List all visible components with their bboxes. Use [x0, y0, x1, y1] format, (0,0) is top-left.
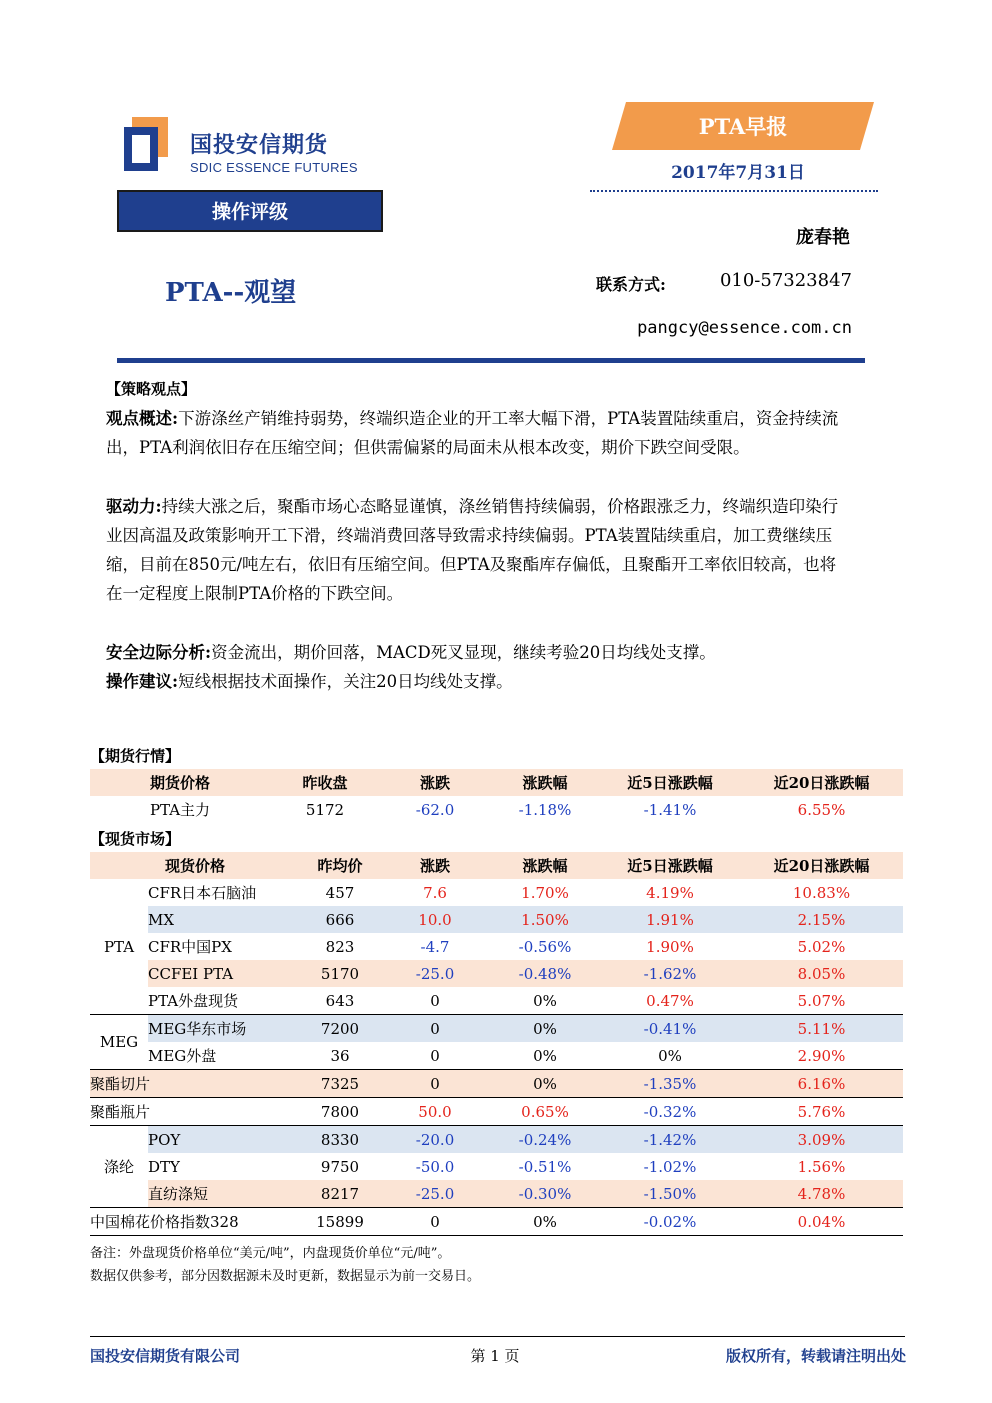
table-cell: -1.02%	[643, 1157, 697, 1176]
table-cell: MX	[148, 906, 300, 933]
table-cell: 8330	[300, 1126, 380, 1154]
table-cell: -4.7	[420, 937, 450, 956]
advice-text: 短线根据技术面操作，关注20日均线处支撑。	[178, 672, 513, 691]
report-date: 2017年7月31日	[671, 163, 805, 183]
safety-label: 安全边际分析:	[106, 643, 212, 662]
table-row	[90, 1015, 903, 1043]
table-cell: 8.05%	[740, 960, 903, 987]
table-cell: -1.42%	[600, 1126, 740, 1154]
group-label-polyester: 涤纶	[90, 1126, 148, 1208]
table-cell: 0	[380, 1070, 490, 1098]
table-cell: 聚酯瓶片	[90, 1098, 300, 1126]
safety-text: 资金流出，期价回落，MACD死叉显现，继续考验20日均线处支撑。	[211, 643, 716, 662]
table-cell: -1.50%	[600, 1180, 740, 1208]
strategy-driver	[106, 492, 848, 608]
table-cell: 0	[380, 1015, 490, 1043]
table-cell: CFR中国PX	[148, 938, 232, 956]
table-cell: 5.76%	[740, 1098, 903, 1126]
table-cell: -1.62%	[600, 960, 740, 987]
table-row	[90, 796, 903, 823]
footer-rule	[90, 1336, 905, 1337]
table-cell: 0%	[600, 1042, 740, 1070]
group-label-meg: MEG	[90, 1015, 148, 1070]
table-cell: 0.47%	[600, 987, 740, 1015]
company-name-cn: 国投安信期货	[190, 133, 329, 158]
table-row	[90, 1098, 903, 1126]
strategy-title: 【策略观点】	[106, 380, 197, 398]
table-cell: -1.18%	[518, 800, 572, 819]
table-cell: PTA外盘现货	[148, 987, 300, 1015]
futures-header-row	[90, 769, 903, 796]
table-row	[90, 1126, 903, 1154]
table-cell: 7800	[300, 1098, 380, 1126]
contact-label: 联系方式:	[596, 275, 666, 294]
table-cell: 7.6	[423, 883, 447, 902]
table-row	[90, 1208, 903, 1236]
table-cell: 5170	[300, 960, 380, 987]
table-header: 近5日涨跌幅	[600, 852, 740, 879]
table-row	[90, 906, 903, 933]
table-cell: CFR日本石脑油	[148, 884, 257, 902]
table-cell: -1.35%	[600, 1070, 740, 1098]
table-row	[90, 1070, 903, 1098]
strategy-safety	[106, 638, 848, 667]
table-cell: 643	[300, 987, 380, 1015]
table-cell: 5172	[305, 800, 345, 819]
table-cell: 457	[325, 883, 355, 902]
table-cell: 聚酯切片	[90, 1070, 300, 1098]
strategy-overview	[106, 404, 848, 462]
table-cell: DTY	[148, 1157, 180, 1176]
table-cell: -0.41%	[600, 1015, 740, 1043]
table-cell: 3.09%	[740, 1126, 903, 1154]
table-cell: -25.0	[380, 1180, 490, 1208]
footer-company: 国投安信期货有限公司	[90, 1347, 241, 1365]
table-cell: 7200	[300, 1015, 380, 1043]
table-row	[90, 879, 903, 906]
table-cell: -20.0	[380, 1126, 490, 1154]
table-cell: 1.91%	[600, 906, 740, 933]
driver-label: 驱动力:	[106, 497, 162, 516]
dotted-divider	[590, 190, 878, 192]
table-cell: 1.50%	[490, 906, 600, 933]
table-cell: -0.51%	[518, 1157, 572, 1176]
table-row	[90, 960, 903, 987]
rating-value: PTA--观望	[165, 278, 297, 308]
table-cell: 1.90%	[646, 937, 694, 956]
rating-label: 操作评级	[211, 201, 288, 223]
table-cell: 666	[300, 906, 380, 933]
table-header: 期货价格	[90, 769, 270, 796]
overview-text: 下游涤丝产销维持弱势，终端织造企业的开工率大幅下滑，PTA装置陆续重启，资金持续流出，PTA利润依旧存在压缩空间；但供需偏紧的局面未从根本改变，期价下跌空间受限。	[106, 409, 839, 457]
table-header: 近20日涨跌幅	[740, 852, 903, 879]
table-cell: 6.55%	[797, 800, 846, 819]
table-cell: 10.0	[380, 906, 490, 933]
footer-rights: 版权所有，转载请注明出处	[725, 1347, 906, 1365]
contact-email[interactable]: pangcy@essence.com.cn	[637, 318, 852, 338]
table-cell: -50.0	[415, 1157, 455, 1176]
table-row	[90, 987, 903, 1015]
table-cell: -0.30%	[490, 1180, 600, 1208]
table-cell: PTA主力	[149, 801, 211, 819]
futures-title: 【期货行情】	[90, 747, 181, 765]
table-cell: MEG外盘	[148, 1042, 300, 1070]
table-cell: 0%	[490, 1015, 600, 1043]
table-header: 近20日涨跌幅	[740, 769, 903, 796]
table-header: 近5日涨跌幅	[600, 769, 740, 796]
table-cell: 0	[380, 987, 490, 1015]
table-cell: 1.56%	[797, 1157, 846, 1176]
table-cell: 0.04%	[740, 1208, 903, 1236]
table-header: 涨跌	[380, 852, 490, 879]
table-cell: 36	[300, 1042, 380, 1070]
spot-table	[90, 852, 903, 1236]
table-cell: 0%	[490, 1070, 600, 1098]
table-cell: CCFEI PTA	[148, 960, 300, 987]
author-name: 庞春艳	[796, 227, 850, 248]
table-row	[90, 1180, 903, 1208]
table-header: 涨跌	[380, 769, 490, 796]
report-tag-title: PTA早报	[698, 114, 788, 139]
table-cell: 5.02%	[797, 937, 846, 956]
table-cell: 2.90%	[740, 1042, 903, 1070]
table-cell: 0%	[490, 1208, 600, 1236]
overview-label: 观点概述:	[106, 409, 179, 428]
table-cell: -62.0	[415, 800, 455, 819]
table-cell: -0.48%	[490, 960, 600, 987]
table-cell: 中国棉花价格指数328	[90, 1208, 300, 1236]
table-cell: 4.78%	[740, 1180, 903, 1208]
table-cell: 4.19%	[646, 883, 694, 902]
table-cell: -0.02%	[600, 1208, 740, 1236]
table-cell: 15899	[300, 1208, 380, 1236]
table-cell: 1.70%	[521, 883, 569, 902]
table-header: 涨跌幅	[490, 769, 600, 796]
table-cell: 直纺涤短	[148, 1180, 300, 1208]
spot-header-row	[90, 852, 903, 879]
table-cell: POY	[148, 1126, 300, 1154]
note-units: 备注：外盘现货价格单位“美元/吨”，内盘现货价单位“元/吨”。	[90, 1246, 451, 1261]
spot-title: 【现货市场】	[90, 830, 181, 848]
note-disclaimer: 数据仅供参考，部分因数据源未及时更新，数据显示为前一交易日。	[90, 1269, 481, 1284]
strategy-advice	[106, 667, 848, 696]
table-cell: 2.15%	[740, 906, 903, 933]
table-cell: 0.65%	[490, 1098, 600, 1126]
table-cell: -1.41%	[643, 800, 697, 819]
table-row	[90, 1042, 903, 1070]
table-cell: -25.0	[380, 960, 490, 987]
table-cell: 50.0	[380, 1098, 490, 1126]
footer-page: 第 1 页	[470, 1347, 520, 1365]
table-cell: 5.11%	[740, 1015, 903, 1043]
company-logo-mark	[124, 117, 168, 171]
table-row	[90, 933, 903, 960]
table-cell: 0%	[490, 1042, 600, 1070]
table-cell: 823	[325, 937, 355, 956]
driver-text: 持续大涨之后，聚酯市场心态略显谨慎，涤丝销售持续偏弱，价格跟涨乏力，终端织造印染行业因高温及政策影响开工下滑，终端消费回落导致需求持续偏弱。PTA装置陆续重启，加工费继续压缩，目前在850元/吨左右，依旧有压缩空间。但PTA及聚酯库存偏低，且聚酯开工率依旧较高，也将在一定程度上限制PTA价格的下跌空间。	[106, 497, 839, 603]
advice-label: 操作建议:	[106, 672, 179, 691]
table-cell: 8217	[300, 1180, 380, 1208]
table-cell: 0	[380, 1042, 490, 1070]
table-header: 涨跌幅	[490, 852, 600, 879]
table-cell: 0	[380, 1208, 490, 1236]
table-cell: 0%	[490, 987, 600, 1015]
group-label-pta: PTA	[90, 879, 148, 1015]
table-cell: -0.32%	[600, 1098, 740, 1126]
futures-table	[90, 769, 903, 823]
table-cell: 6.16%	[740, 1070, 903, 1098]
table-header: 昨收盘	[270, 769, 380, 796]
table-cell: 7325	[300, 1070, 380, 1098]
table-cell: 9750	[320, 1157, 360, 1176]
table-row	[90, 1153, 903, 1180]
company-name-en: SDIC ESSENCE FUTURES	[190, 160, 358, 175]
table-cell: -0.56%	[518, 937, 572, 956]
table-header: 昨均价	[300, 852, 380, 879]
header-rule	[117, 358, 865, 363]
contact-phone: 010-57323847	[719, 270, 852, 291]
table-cell: MEG华东市场	[148, 1015, 300, 1043]
table-cell: 5.07%	[740, 987, 903, 1015]
table-header: 现货价格	[90, 852, 300, 879]
table-cell: -0.24%	[490, 1126, 600, 1154]
table-cell: 10.83%	[792, 883, 851, 902]
